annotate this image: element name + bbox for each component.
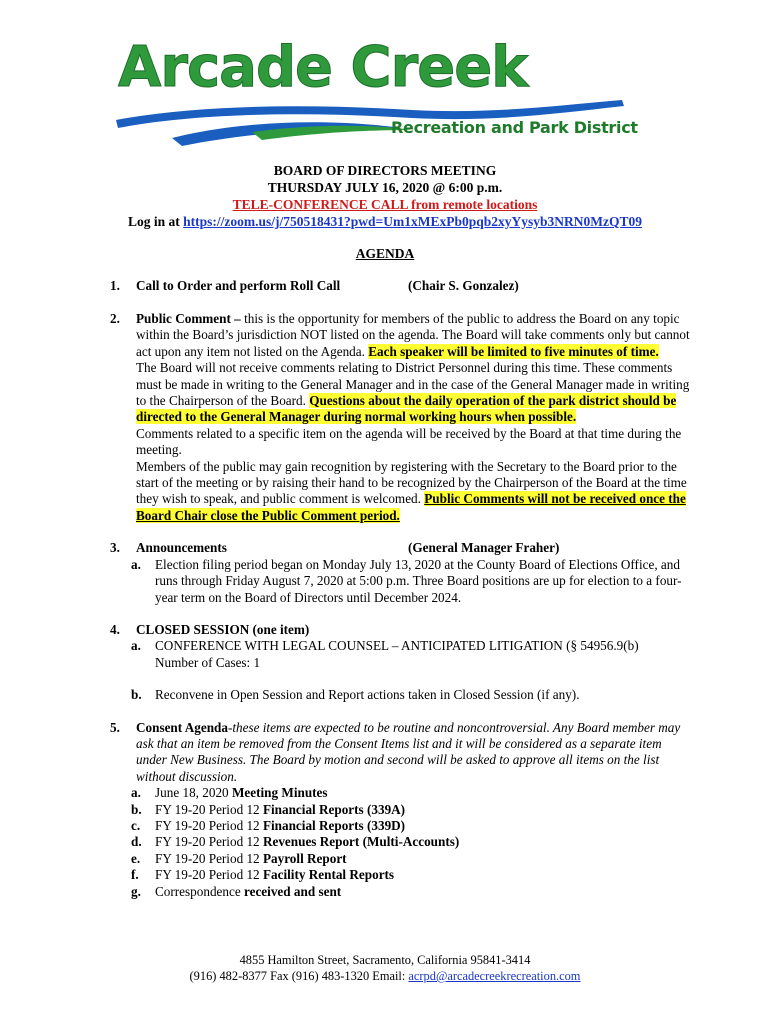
sub-text: Election filing period began on Monday July 13, 2020 at the County Board of Elections Office, and runs through Friday August 7, 2020 at 5:00 p.m. Three Board positions are up for election to a four-year term on the Board of Directors until December 2024. [155, 556, 682, 605]
sub-text: Reconvene in Open Session and Report actions taken in Closed Session (if any). [155, 687, 580, 703]
sub-letter: a. [131, 556, 141, 572]
item-presenter: (General Manager Fraher) [408, 540, 560, 556]
highlighted-text: Public Comments will not be received once the Board Chair close the Public Comment period. [136, 491, 686, 523]
highlighted-text: Questions about the daily operation of the park district should be directed to the General Manager during normal working hours when possible. [136, 393, 677, 425]
agenda-item-2 [110, 311, 690, 524]
sub-text-bold: Payroll Report [262, 850, 347, 866]
closed-session-a [110, 638, 690, 671]
sub-letter: b. [131, 687, 142, 703]
item-label: Call to Order and perform Roll Call [136, 278, 341, 293]
consent-item-c [110, 818, 690, 834]
teleconference-notice: TELE-CONFERENCE CALL from remote locations [232, 197, 538, 212]
sub-letter: c. [131, 817, 141, 833]
item-presenter: (Chair S. Gonzalez) [408, 278, 519, 293]
sub-text: FY 19-20 Period 12 [155, 801, 263, 817]
consent-description: -these items are expected to be routine and noncontroversial. Any Board member may ask that an item be removed from the Consent Items list and it will be considered as a separate item under New Business. The Board by motion and second will be asked to approve all items on the list without discussion. [136, 719, 681, 784]
item-number: 5. [110, 719, 120, 735]
item-number: 3. [110, 540, 120, 556]
sub-letter: a. [131, 638, 141, 654]
sub-text: CONFERENCE WITH LEGAL COUNSEL – ANTICIPATED LITIGATION (§ 54956.9(b) [155, 638, 639, 654]
item-number: 4. [110, 621, 120, 637]
sub-text-cases: Number of Cases: 1 [155, 654, 261, 670]
sub-text: June 18, 2020 [155, 785, 232, 801]
item-number: 2. [110, 311, 120, 326]
item-label: CLOSED SESSION (one item) [136, 621, 310, 637]
sub-letter: a. [131, 785, 141, 801]
consent-item-b [110, 802, 690, 818]
login-line [0, 213, 770, 230]
public-comment-paragraph-2 [136, 360, 690, 426]
district-logo [112, 35, 638, 150]
item-label: Consent Agenda [136, 719, 228, 735]
sub-text: FY 19-20 Period 12 [155, 817, 263, 833]
agenda-item-3 [110, 540, 690, 606]
sub-letter: e. [131, 850, 141, 866]
agenda-item-4 [110, 622, 690, 704]
consent-item-a [110, 785, 690, 801]
public-comment-paragraph-1 [136, 311, 690, 360]
sub-letter: g. [131, 883, 141, 899]
sub-letter: f. [131, 867, 139, 883]
agenda-item-5 [110, 720, 690, 900]
public-comment-paragraph-3: Comments related to a specific item on the agenda will be received by the Board at that time during the meeting. [136, 425, 682, 458]
meeting-date: THURSDAY JULY 16, 2020 @ 6:00 p.m. [267, 180, 503, 195]
meeting-header [0, 162, 770, 230]
zoom-link[interactable]: https://zoom.us/j/750518431?pwd=Um1xMExPb0pqb2xyYysyb3NRN0MzQT09 [183, 214, 642, 229]
consent-item-d [110, 834, 690, 850]
login-prefix: Log in at [128, 214, 184, 229]
sub-text: Correspondence [155, 883, 244, 899]
consent-item-e [110, 851, 690, 867]
item-label: Announcements [136, 540, 227, 556]
sub-text-bold: Revenues Report (Multi-Accounts) [262, 834, 460, 850]
sub-text: FY 19-20 Period 12 [155, 834, 263, 850]
agenda-item-1 [110, 278, 690, 311]
footer-phone-fax: (916) 482-8377 Fax (916) 483-1320 Email: [189, 969, 409, 983]
sub-text-bold: Financial Reports (339A) [262, 801, 406, 817]
logo-title: Arcade Creek [118, 35, 528, 100]
highlighted-text: Each speaker will be limited to five minutes of time. [368, 343, 659, 359]
email-link[interactable]: acrpd@arcadecreekrecreation.com [408, 969, 581, 983]
item-number: 1. [110, 278, 120, 293]
paragraph-text: Members of the public may gain recognition by registering with the Secretary to the Board prior to the start of the meeting or by raising their hand to be recognized by the Chairperson of the Board at the time they wish to speak, and public comment is welcomed. [136, 458, 687, 507]
consent-item-g [110, 884, 690, 900]
sub-letter: b. [131, 801, 142, 817]
sub-text-bold: Meeting Minutes [231, 785, 328, 801]
sub-text-bold: received and sent [243, 883, 342, 899]
public-comment-paragraph-4 [136, 459, 690, 525]
closed-session-b [110, 687, 690, 703]
meeting-title: BOARD OF DIRECTORS MEETING [273, 163, 497, 178]
sub-text-bold: Facility Rental Reports [262, 867, 395, 883]
agenda-heading: AGENDA [355, 246, 415, 261]
item-label: Public Comment – [136, 311, 241, 326]
page-footer [0, 952, 770, 984]
paragraph-text: The Board will not receive comments relating to District Personnel during this time. These comments must be made in writing to the General Manager and in the case of the General Manager made in writing to the Chairperson of the Board. [136, 360, 690, 409]
paragraph-text: this is the opportunity for members of the public to address the Board on any topic within the Board’s jurisdiction NOT listed on the agenda. The Board will take comments only but cannot act upon any item not listed on the Agenda. [136, 311, 690, 359]
consent-item-f [110, 867, 690, 883]
sub-letter: d. [131, 834, 142, 850]
footer-contact [0, 968, 770, 984]
sub-text: FY 19-20 Period 12 [155, 850, 263, 866]
consent-intro [136, 720, 690, 786]
footer-address: 4855 Hamilton Street, Sacramento, California 95841-3414 [239, 953, 531, 967]
sub-text-bold: Financial Reports (339D) [262, 817, 406, 833]
logo-subtitle: Recreation and Park District [391, 118, 638, 137]
announcement-a [110, 557, 690, 606]
sub-text: FY 19-20 Period 12 [155, 867, 263, 883]
agenda-items [110, 278, 690, 900]
